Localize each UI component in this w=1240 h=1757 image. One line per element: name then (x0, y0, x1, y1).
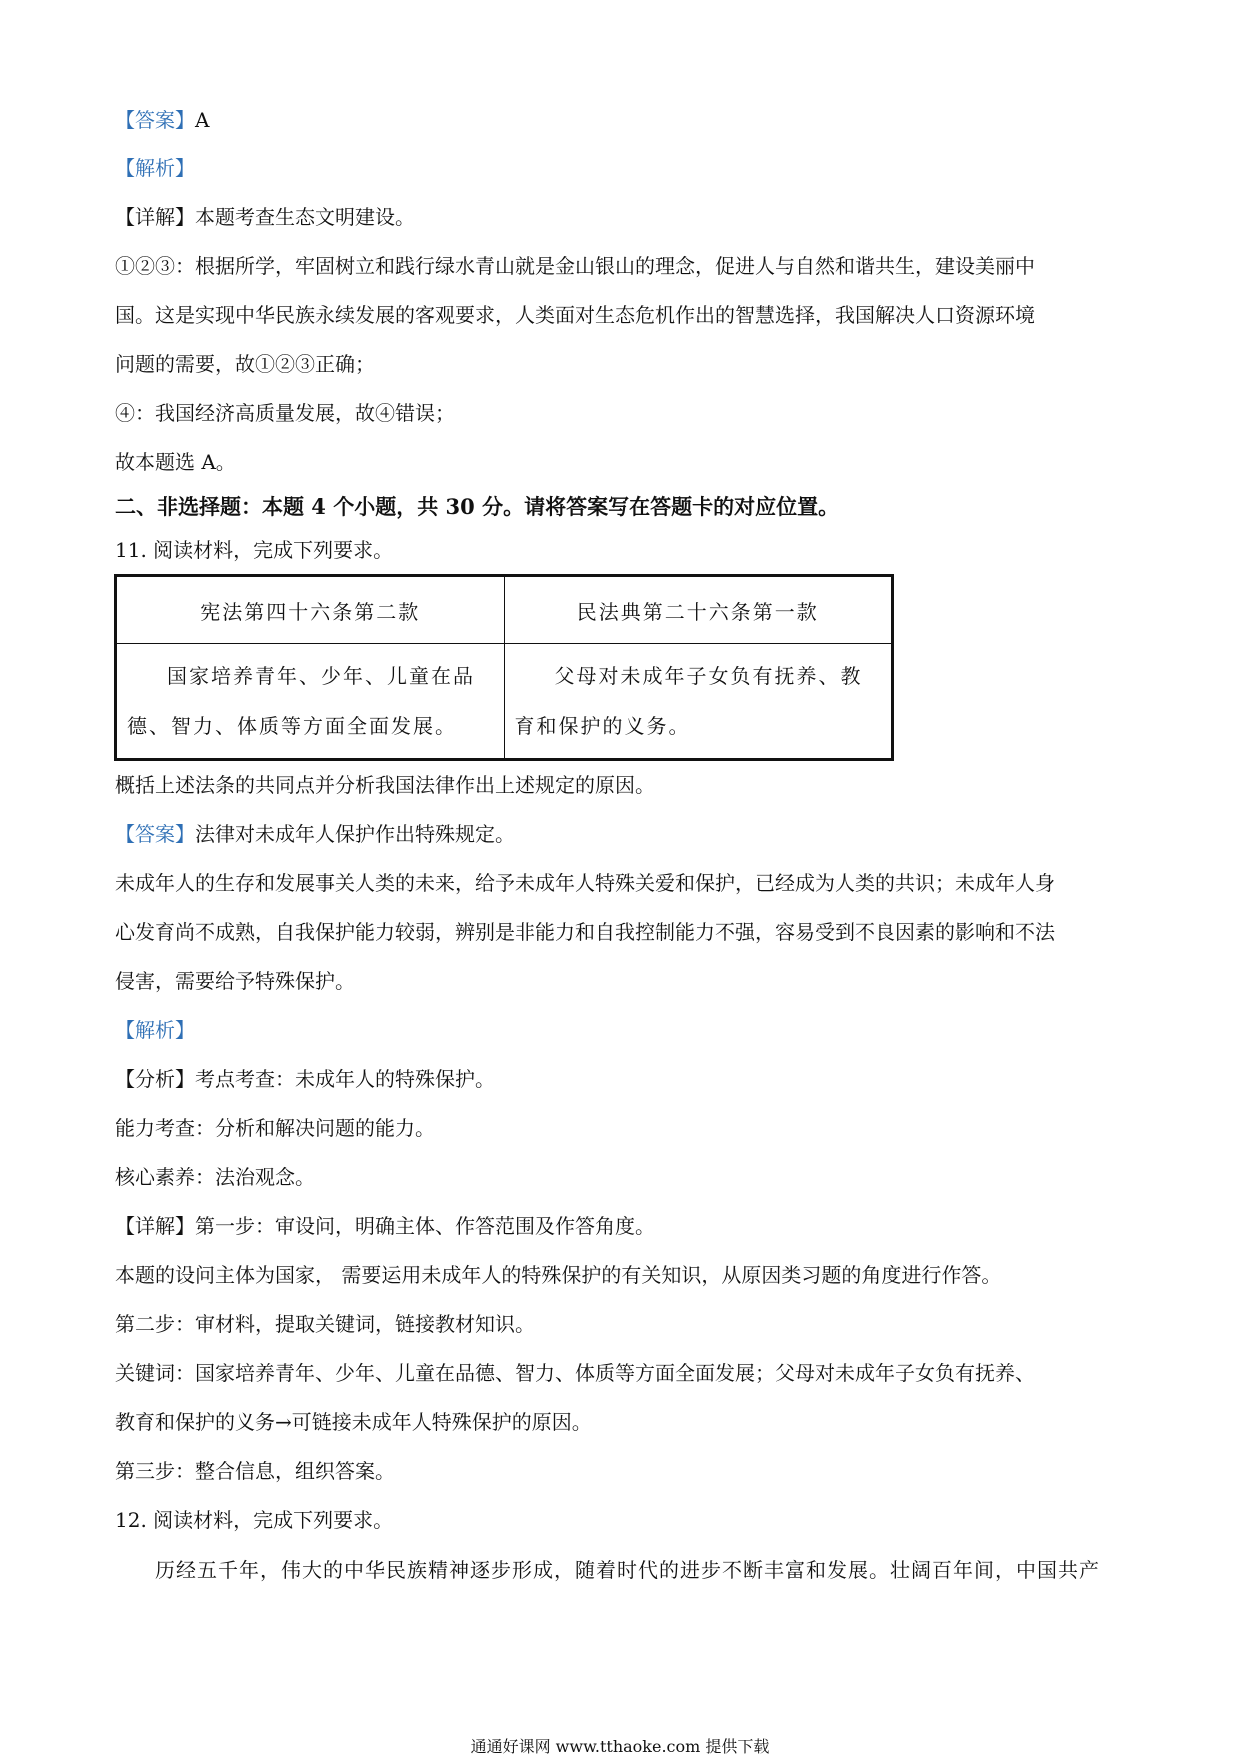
answer-text: 法律对未成年人保护作出特殊规定。 (195, 822, 515, 846)
q11-keywords-line2: 教育和保护的义务→可链接未成年人特殊保护的原因。 (115, 1410, 592, 1434)
q11-answer-line3: 侵害，需要给予特殊保护。 (115, 969, 355, 993)
q11-step1-detail: 本题的设问主体为国家， 需要运用未成年人的特殊保护的有关知识，从原因类习题的角度进行作答。 (115, 1263, 1002, 1287)
q10-conclusion: 故本题选 A。 (115, 450, 236, 474)
law-table (114, 574, 894, 761)
q11-ability: 能力考查：分析和解决问题的能力。 (115, 1116, 435, 1140)
q11-keywords-line1: 关键词：国家培养青年、少年、儿童在品德、智力、体质等方面全面发展；父母对未成年子女负有抚养、 (115, 1361, 1035, 1385)
answer-tag: 【答案】 (115, 822, 195, 846)
q10-answer (115, 107, 209, 133)
q12-material: 历经五千年，伟大的中华民族精神逐步形成，随着时代的进步不断丰富和发展。壮阔百年间，中国共产 (155, 1558, 1100, 1582)
q11-stem: 11. 阅读材料，完成下列要求。 (115, 538, 394, 562)
q11-fenxi: 【分析】考点考查：未成年人的特殊保护。 (115, 1067, 495, 1091)
q10-detail: 【详解】本题考查生态文明建设。 (115, 205, 415, 229)
q11-step2: 第二步：审材料，提取关键词，链接教材知识。 (115, 1312, 535, 1336)
q10-para2: ④：我国经济高质量发展，故④错误； (115, 401, 455, 425)
q10-para1-line3: 问题的需要，故①②③正确； (115, 352, 375, 376)
answer-tag: 【答案】 (115, 108, 195, 132)
law-table-header-civil-code: 民法典第二十六条第一款 (504, 576, 893, 644)
cell-text: 国家培养青年、少年、儿童在品德、智力、体质等方面全面发展。 (127, 664, 475, 738)
q10-para1-line2: 国。这是实现中华民族永续发展的客观要求，人类面对生态危机作出的智慧选择，我国解决人口资源环境 (115, 303, 1035, 327)
q11-step3: 第三步：整合信息，组织答案。 (115, 1459, 395, 1483)
answer-value: A (195, 108, 210, 132)
q11-answer (115, 821, 515, 847)
section2-heading: 二、非选择题：本题 4 个小题，共 30 分。请将答案写在答题卡的对应位置。 (115, 494, 840, 519)
q10-analysis-tag: 【解析】 (115, 156, 195, 180)
law-table-cell-civil-code (504, 644, 893, 760)
q12-stem: 12. 阅读材料，完成下列要求。 (115, 1508, 394, 1532)
q11-answer-line2: 心发育尚不成熟，自我保护能力较弱，辨别是非能力和自我控制能力不强，容易受到不良因素的影响和不法 (115, 920, 1055, 944)
page-footer: 通通好课网 www.tthaoke.com 提供下载 (470, 1737, 770, 1756)
law-table-cell-constitution (116, 644, 505, 760)
q11-literacy: 核心素养：法治观念。 (115, 1165, 315, 1189)
q11-analysis-tag: 【解析】 (115, 1018, 195, 1042)
q11-answer-line1: 未成年人的生存和发展事关人类的未来，给予未成年人特殊关爱和保护，已经成为人类的共识；未成年人身 (115, 871, 1055, 895)
q11-step1: 【详解】第一步：审设问，明确主体、作答范围及作答角度。 (115, 1214, 655, 1238)
q10-para1-line1: ①②③：根据所学，牢固树立和践行绿水青山就是金山银山的理念，促进人与自然和谐共生，建设美丽中 (115, 254, 1035, 278)
cell-text: 父母对未成年子女负有抚养、教育和保护的义务。 (514, 664, 863, 738)
law-table-header-constitution: 宪法第四十六条第二款 (116, 576, 505, 644)
q11-question: 概括上述法条的共同点并分析我国法律作出上述规定的原因。 (115, 773, 655, 797)
